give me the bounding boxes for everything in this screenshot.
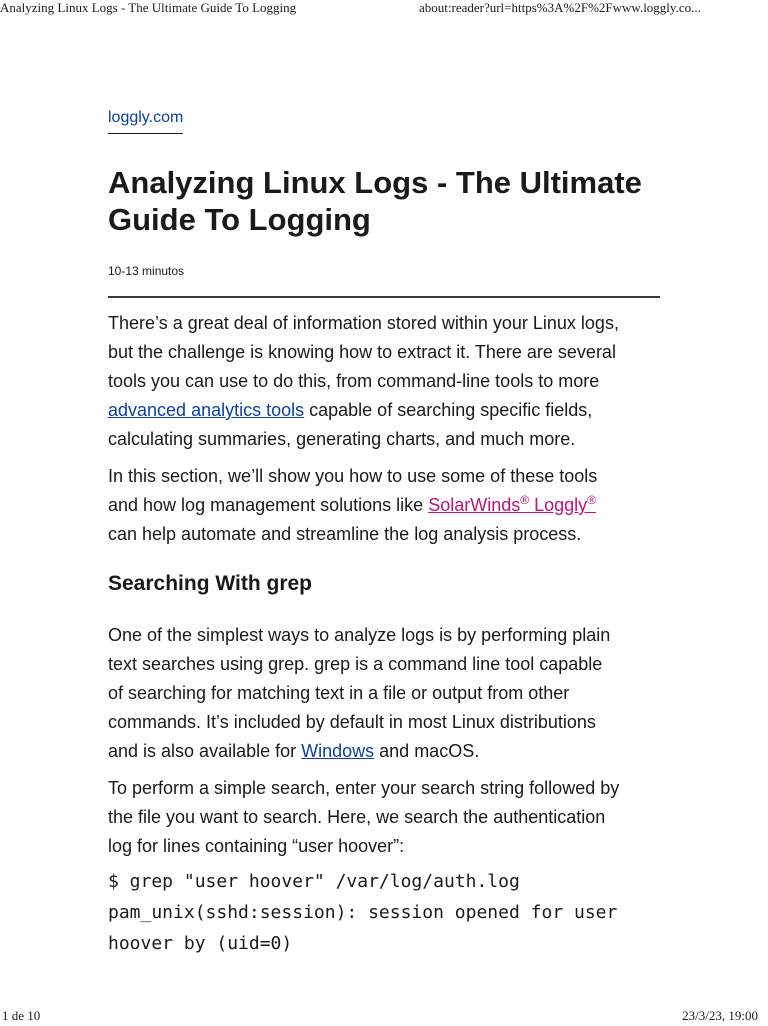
reader-article [108,108,660,959]
print-datetime: 23/3/23, 19:00 [682,1008,758,1023]
page-number: 1 de 10 [2,1008,41,1023]
article-title-line-2: Guide To Logging [108,202,371,237]
code-line: $ grep "user hoover" /var/log/auth.log [108,871,520,892]
print-header-url: about:reader?url=https%3A%2F%2Fwww.loggly.co... [419,0,701,15]
paragraph-section-intro [108,462,660,549]
code-block [108,866,660,959]
reading-time: 10-13 minutos [108,264,185,278]
paragraph-line: commands. It’s included by default in most Linux distributions [108,712,596,732]
paragraph-line: and macOS. [374,741,480,761]
paragraph-line: tools you can use to do this, from command-line tools to more [108,371,600,391]
paragraph-line: but the challenge is knowing how to extract it. There are several [108,342,616,362]
code-line: hoover by (uid=0) [108,933,293,954]
article-title [108,164,660,238]
article-title-line-1: Analyzing Linux Logs - The Ultimate [108,165,642,200]
paragraph-line: There’s a great deal of information stored within your Linux logs, [108,313,619,333]
solarwinds-loggly-link[interactable] [428,495,596,515]
registered-mark: ® [520,493,530,507]
windows-link[interactable]: Windows [301,741,375,761]
paragraph-line: calculating summaries, generating charts, and much more. [108,429,576,449]
paragraph-grep-intro [108,621,660,766]
print-header-title: Analyzing Linux Logs - The Ultimate Guide To Logging [0,0,297,15]
print-footer [0,1008,768,1026]
header-divider [108,296,660,298]
paragraph-search-instructions [108,774,660,861]
paragraph-line: and is also available for [108,741,302,761]
paragraph-line: log for lines containing “user hoover”: [108,836,405,856]
code-line: pam_unix(sshd:session): session opened for user [108,902,618,923]
paragraph-line: the file you want to search. Here, we search the authentication [108,807,606,827]
registered-mark: ® [587,493,596,507]
source-domain-link[interactable]: loggly.com [108,108,183,134]
paragraph-line: One of the simplest ways to analyze logs is by performing plain [108,625,611,645]
print-header [0,0,768,18]
link-text: Loggly [529,495,588,515]
paragraph-line: capable of searching specific fields, [304,400,593,420]
paragraph-line: and how log management solutions like [108,495,429,515]
paragraph-line: can help automate and streamline the log analysis process. [108,524,582,544]
paragraph-line: To perform a simple search, enter your search string followed by [108,778,620,798]
paragraph-intro [108,309,660,454]
paragraph-line: In this section, we’ll show you how to use some of these tools [108,466,598,486]
link-text: SolarWinds [428,495,521,515]
section-heading: Searching With grep [108,572,313,595]
paragraph-line: text searches using grep. grep is a command line tool capable [108,654,603,674]
advanced-analytics-tools-link[interactable]: advanced analytics tools [108,400,305,420]
paragraph-line: of searching for matching text in a file or output from other [108,683,570,703]
